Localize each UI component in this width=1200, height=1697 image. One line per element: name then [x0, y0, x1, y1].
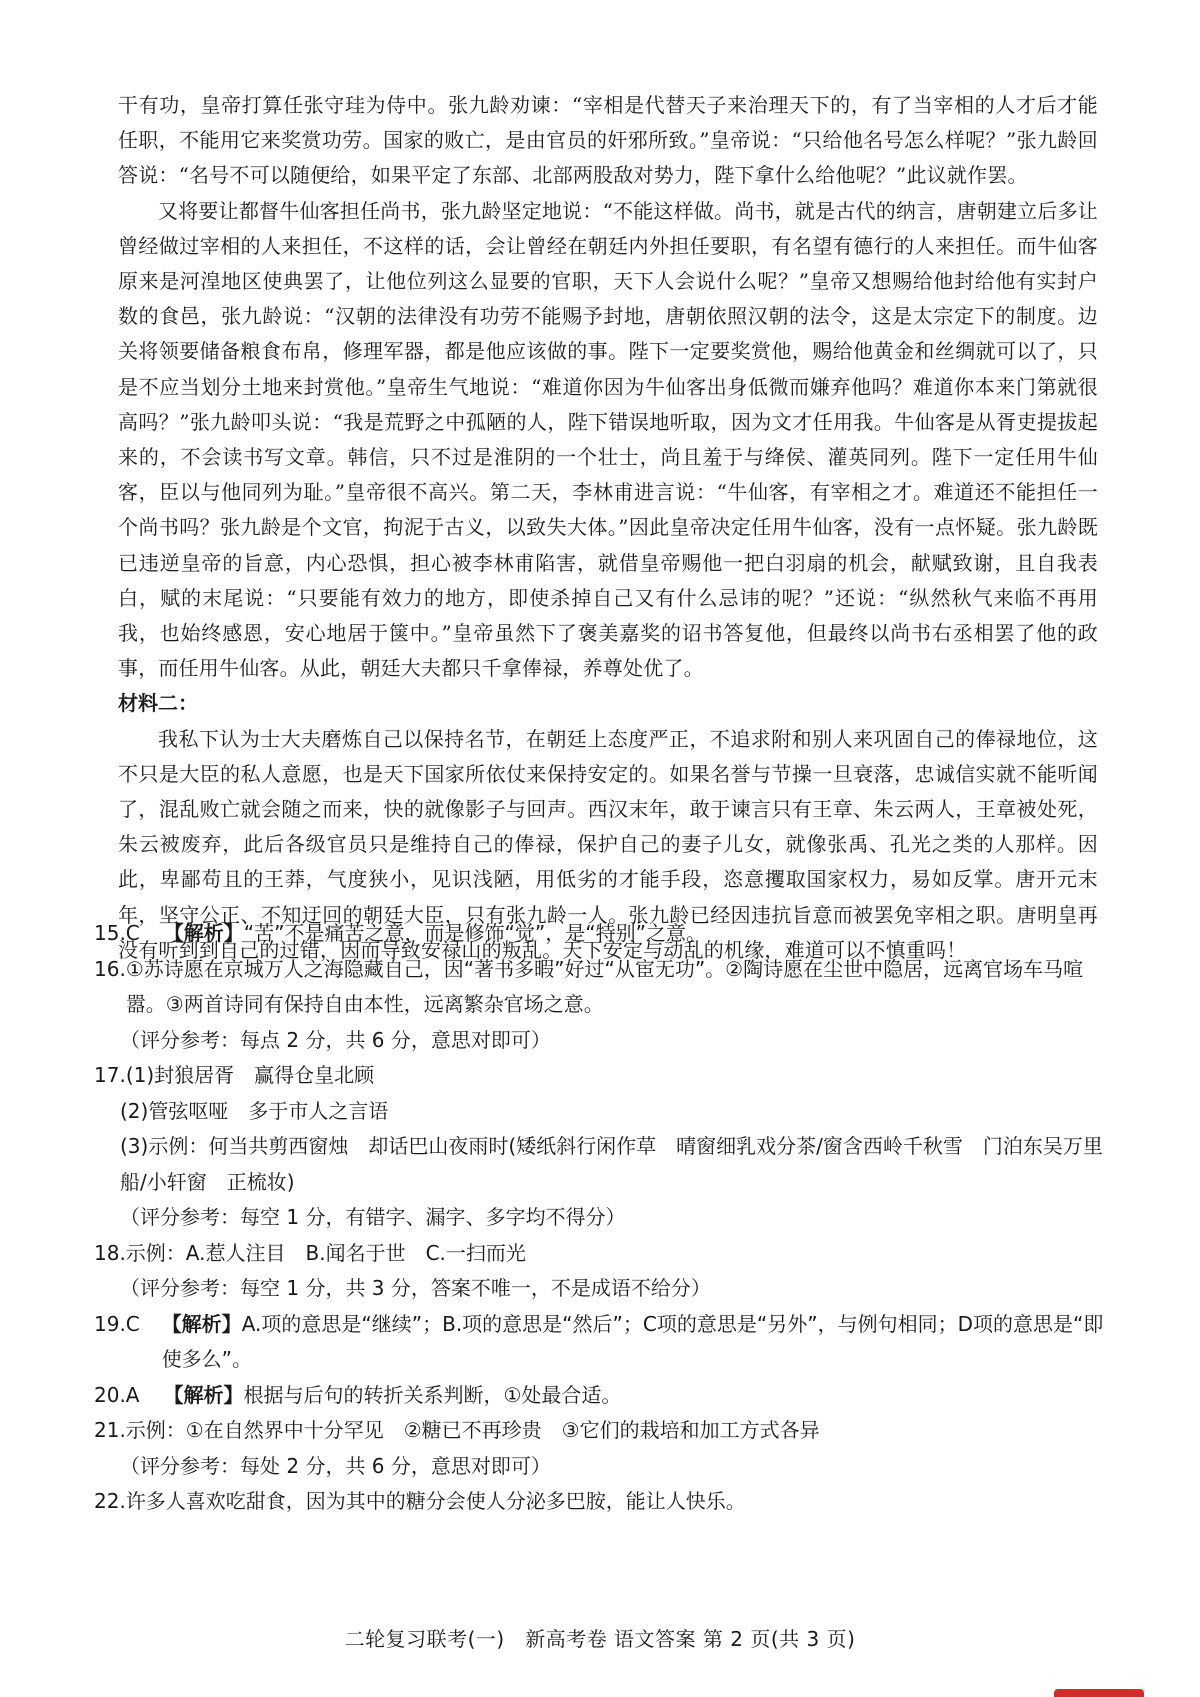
answer-20: [94, 1378, 1104, 1414]
answer-18: [94, 1236, 1104, 1272]
scoring-note: （评分参考：每处 2 分，共 6 分，意思对即可）: [120, 1453, 551, 1478]
material-two-heading: 材料二：: [118, 691, 198, 716]
answer-number: 22.: [94, 1489, 126, 1513]
analysis-tag: 【解析】: [163, 921, 244, 945]
answer-number: 15.C: [94, 921, 140, 945]
answer-22: [94, 1484, 1104, 1520]
answer-17: [94, 1058, 1104, 1094]
answer-19: [94, 1307, 1104, 1378]
answer-number: 19.C: [94, 1311, 140, 1336]
answer-16: [94, 952, 1104, 1023]
material-one-paragraph-2: 又将要让都督牛仙客担任尚书，张九龄坚定地说：“不能这样做。尚书，就是古代的纳言，唐朝建立后多让曾经做过宰相的人来担任，不这样的话，会让曾经在朝廷内外担任要职，有名望有德行的人来担任。而牛仙客原来是河湟地区使典罢了，让他位列这么显要的官职，天下人会说什么呢？”皇帝又想赐给他封给他有实封户数的食邑，张九龄说：“汉朝的法律没有功劳不能赐予封地，唐朝依照汉朝的法令，这是太宗定下的制度。边关将领要储备粮食布帛，修理军器，都是他应该做的事。陛下一定要奖赏他，赐给他黄金和丝绸就可以了，只是不应当划分土地来封赏他。”皇帝生气地说：“难道你因为牛仙客出身低微而嫌弃他吗？难道你本来门第就很高吗？”张九龄叩头说：“我是荒野之中孤陋的人，陛下错误地听取，因为文才任用我。牛仙客是从胥吏提拔起来的，不会读书写文章。韩信，只不过是淮阴的一个壮士，尚且羞于与绛侯、灌英同列。陛下一定任用牛仙客，臣以与他同列为耻。”皇帝很不高兴。第二天，李林甫进言说：“牛仙客，有宰相之才。难道还不能担任一个尚书吗？张九龄是个文官，拘泥于古义，以致失大体。”因此皇帝决定任用牛仙客，没有一点怀疑。张九龄既已违逆皇帝的旨意，内心恐惧，担心被李林甫陷害，就借皇帝赐他一把白羽扇的机会，献赋致谢，且自我表白，赋的末尾说：“只要能有效力的地方，即使杀掉自己又有什么忌讳的呢？”还说：“纵然秋气来临不再用我，也始终感恩，安心地居于箧中。”皇帝虽然下了褒美嘉奖的诏书答复他，但最终以尚书右丞相罢了他的政事，而任用牛仙客。从此，朝廷大夫都只千拿俸禄，养尊处优了。: [118, 198, 1098, 681]
page-footer: 二轮复习联考(一) 新高考卷 语文答案 第 2 页(共 3 页): [344, 1627, 856, 1651]
scoring-note: （评分参考：每点 2 分，共 6 分，意思对即可）: [120, 1027, 551, 1052]
answer-21: [94, 1413, 1104, 1449]
answer-number: 16.: [94, 956, 126, 981]
answer-number: 18.: [94, 1240, 126, 1265]
answer-number: 17.: [94, 1063, 126, 1087]
answer-text: 示例：A.惹人注目 B.闻名于世 C.一扫而光: [125, 1240, 526, 1265]
material-section: [118, 88, 1098, 968]
red-corner-mark: [1054, 1689, 1144, 1697]
answer-text: 示例：①在自然界中十分罕见 ②糖已不再珍贵 ③它们的栽培和加工方式各异: [125, 1418, 820, 1442]
answer-15: [94, 916, 1104, 952]
answer-text: ①苏诗愿在京城万人之海隐藏自己，因“著书多暇”好过“从宦无功”。②陶诗愿在尘世中隐居，远离官场车马喧嚣。③两首诗同有保持自由本性，远离繁杂官场之意。: [125, 956, 1084, 1016]
answer-line: (2)管弦呕哑 多于市人之言语: [120, 1098, 389, 1123]
answer-text: 许多人喜欢吃甜食，因为其中的糖分会使人分泌多巴胺，能让人快乐。: [125, 1489, 746, 1513]
analysis-tag: 【解析】: [163, 1382, 244, 1407]
answer-line: (3)示例：何当共剪西窗烛 却话巴山夜雨时(矮纸斜行闲作草 晴窗细乳戏分茶/窗含西岭千秋雪 门泊东吴万里船/小轩窗 正梳妆): [120, 1134, 1103, 1194]
answer-text: 根据与后句的转折关系判断，①处最合适。: [243, 1382, 622, 1407]
answer-line: (1)封狼居胥 赢得仓皇北顾: [125, 1063, 375, 1087]
material-two-paragraph: 我私下认为士大夫磨炼自己以保持名节，在朝廷上态度严正，不追求附和别人来巩固自己的俸禄地位，这不只是大臣的私人意愿，也是天下国家所依仗来保持安定的。如果名誉与节操一旦衰落，忠诚信实就不能听闻了，混乱败亡就会随之而来，快的就像影子与回声。西汉末年，敢于谏言只有王章、朱云两人，王章被处死，朱云被废弃，此后各级官员只是维持自己的俸禄，保护自己的妻子儿女，就像张禹、孔光之类的人那样。因此，卑鄙苟且的王莽，气度狭小，见识浅陋，用低劣的才能手段，恣意攫取国家权力，易如反掌。唐开元末年，坚守公正、不知迂回的朝廷大臣，只有张九龄一人。张九龄已经因违抗旨意而被罢免宰相之职。唐明皇再没有听到到自己的过错，因而导致安禄山的叛乱。天下安定与动乱的机缘，难道可以不慎重吗！: [118, 726, 1098, 962]
material-one-paragraph-1: 干有功，皇帝打算任张守珪为侍中。张九龄劝谏：“宰相是代替天子来治理天下的，有了当宰相的人才后才能任职，不能用它来奖赏功劳。国家的败亡，是由官员的奸邪所致。”皇帝说：“只给他名号怎么样呢？”张九龄回答说：“名号不可以随便给，如果平定了东部、北部两股敌对势力，陛下拿什么给他呢？”此议就作罢。: [118, 93, 1098, 188]
answer-number: 20.A: [94, 1382, 140, 1407]
answer-text: “苦”不是痛苦之意，而是修饰“觉”，是“特别”之意。: [243, 921, 706, 945]
answer-number: 21.: [94, 1418, 126, 1442]
answer-text: A.项的意思是“继续”；B.项的意思是“然后”；C项的意思是“另外”，与例句相同；D项的意思是“即使多么”。: [161, 1311, 1104, 1371]
scoring-note: （评分参考：每空 1 分，共 3 分，答案不唯一，不是成语不给分）: [120, 1276, 711, 1300]
scoring-note: （评分参考：每空 1 分，有错字、漏字、多字均不得分）: [120, 1205, 626, 1229]
analysis-tag: 【解析】: [161, 1311, 242, 1336]
answers-section: [94, 916, 1104, 1520]
